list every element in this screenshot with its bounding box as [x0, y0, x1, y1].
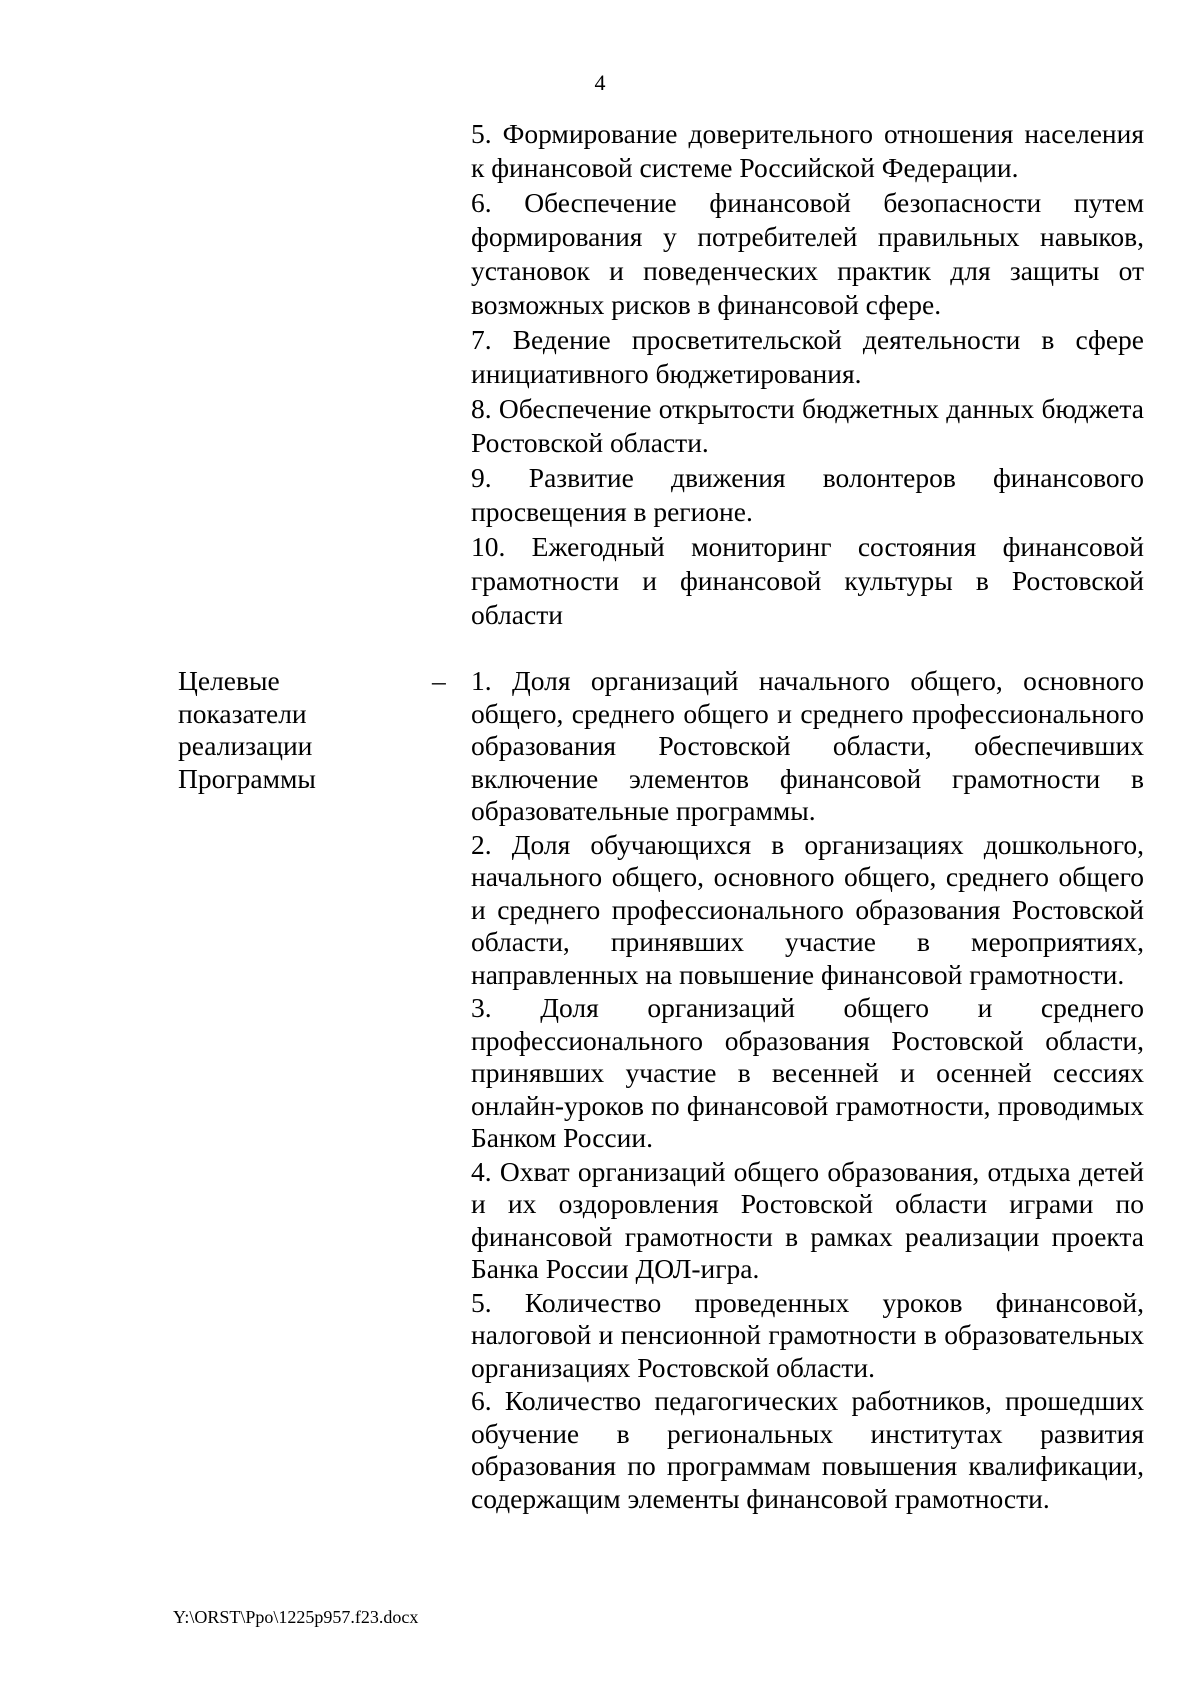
task-item-7: 7. Ведение просветительской деятельности в сфере инициативного бюджетирования. [471, 324, 1144, 389]
indicator-item-6: 6. Количество педагогических работников, прошедших обучение в региональных институтах развития образования по программам повышения квалификации, содержащим элементы финансовой грамотности. [471, 1385, 1144, 1514]
indicators-label-line: Целевые [178, 665, 280, 696]
indicator-item-1: 1. Доля организаций начального общего, основного общего, среднего общего и среднего профессионального образования Ростовской области, обеспечивших включение элементов финансовой грамотности в образовательные программы. [471, 665, 1144, 826]
indicators-label [178, 665, 418, 795]
tasks-list [471, 117, 1144, 633]
indicator-item-4: 4. Охват организаций общего образования, отдыха детей и их оздоровления Ростовской области играми по финансовой грамотности в рамках реализации проекта Банка России ДОЛ-игра. [471, 1155, 1144, 1284]
task-item-8: 8. Обеспечение открытости бюджетных данных бюджета Ростовской области. [471, 393, 1144, 458]
indicators-label-line: реализации [178, 730, 313, 761]
indicators-label-line: показатели [178, 697, 307, 729]
task-item-6: 6. Обеспечение финансовой безопасности путем формирования у потребителей правильных навыков, установок и поведенческих практик для защиты от возможных рисков в финансовой сфере. [471, 187, 1144, 320]
task-item-5: 5. Формирование доверительного отношения населения к финансовой системе Российской Федерации. [471, 118, 1144, 183]
indicator-item-2: 2. Доля обучающихся в организациях дошкольного, начального общего, основного общего, среднего общего и среднего профессионального образования Ростовской области, принявших участие в мероприятиях, направленных на повышение финансовой грамотности. [471, 828, 1144, 990]
task-item-10: 10. Ежегодный мониторинг состояния финансовой грамотности и финансовой культуры в Ростовской области [471, 531, 1144, 630]
indicators-list [471, 665, 1144, 1516]
label-dash: – [432, 665, 446, 696]
task-item-9: 9. Развитие движения волонтеров финансового просвещения в регионе. [471, 462, 1144, 527]
footer-file-path: Y:\ORST\Ppo\1225p957.f23.docx [173, 1607, 419, 1627]
indicators-label-line: Программы [178, 762, 316, 794]
indicator-item-3: 3. Доля организаций общего и среднего профессионального образования Ростовской области, принявших участие в весенней и осенней сессиях онлайн-уроков по финансовой грамотности, проводимых Банком России. [471, 992, 1144, 1153]
indicator-item-5: 5. Количество проведенных уроков финансовой, налоговой и пенсионной грамотности в образовательных организациях Ростовской области. [471, 1286, 1144, 1383]
page-number: 4 [594, 70, 606, 95]
